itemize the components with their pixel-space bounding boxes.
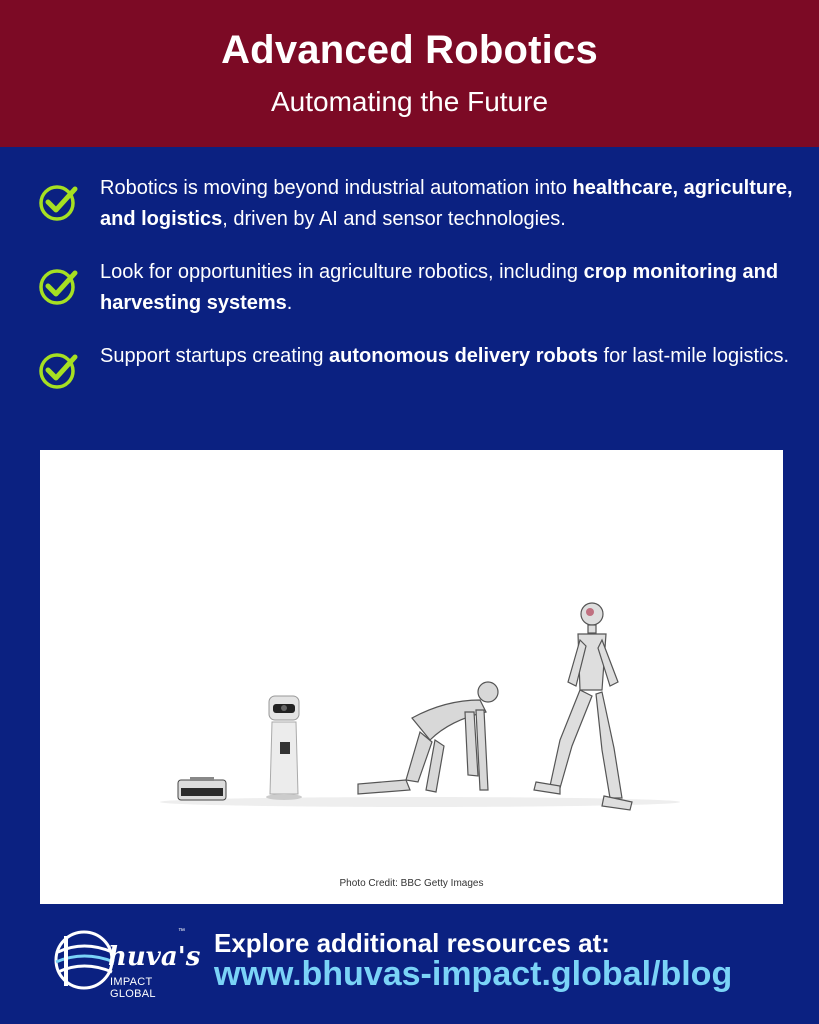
bullet-segment: for last-mile logistics. [597,345,790,367]
bullet-text [100,177,793,230]
bullet-item [38,173,798,235]
bullet-segment: . [286,292,293,314]
photo-credit: Photo Credit: BBC Getty Images [339,878,484,889]
logo-subtitle: IMPACT GLOBAL [110,976,156,1000]
bullet-text [100,261,778,314]
crawling-robot-icon [358,682,498,794]
bullet-emphasis: crop monitoring and harvesting systems [100,261,779,314]
page-title: Advanced Robotics [221,28,598,72]
page-subtitle: Automating the Future [270,86,549,117]
bullet-segment: Look for opportunities in agriculture robotics, including [100,261,584,283]
robot-evolution-photo [40,450,783,904]
footer-label: Explore additional resources at: [214,928,610,958]
bhuvas-logo[interactable] [50,922,201,1002]
bullet-text [100,345,789,367]
check-circle-icon [38,265,80,307]
bullet-emphasis: autonomous delivery robots [329,345,598,367]
check-circle-icon [38,349,80,391]
check-circle-icon [38,181,80,223]
robot-evolution-illustration [40,450,783,904]
kiosk-robot-icon [266,696,302,800]
bullet-item [38,341,798,372]
humanoid-robot-icon [534,603,632,810]
box-robot-icon [178,777,226,800]
bullet-segment: Support startups creating [100,345,330,367]
bullet-segment: Robotics is moving beyond industrial automation into [100,177,573,199]
trademark-symbol: ™ [178,928,185,935]
bullet-list [38,173,798,394]
logo-name: huva's [108,942,201,972]
bullet-item [38,257,798,319]
bullet-emphasis: healthcare, agriculture, and logistics [100,177,793,230]
bullet-segment: , driven by AI and sensor technologies. [222,208,566,230]
header-banner [0,0,819,147]
footer-url-link[interactable]: www.bhuvas-impact.global/blog [214,955,733,993]
